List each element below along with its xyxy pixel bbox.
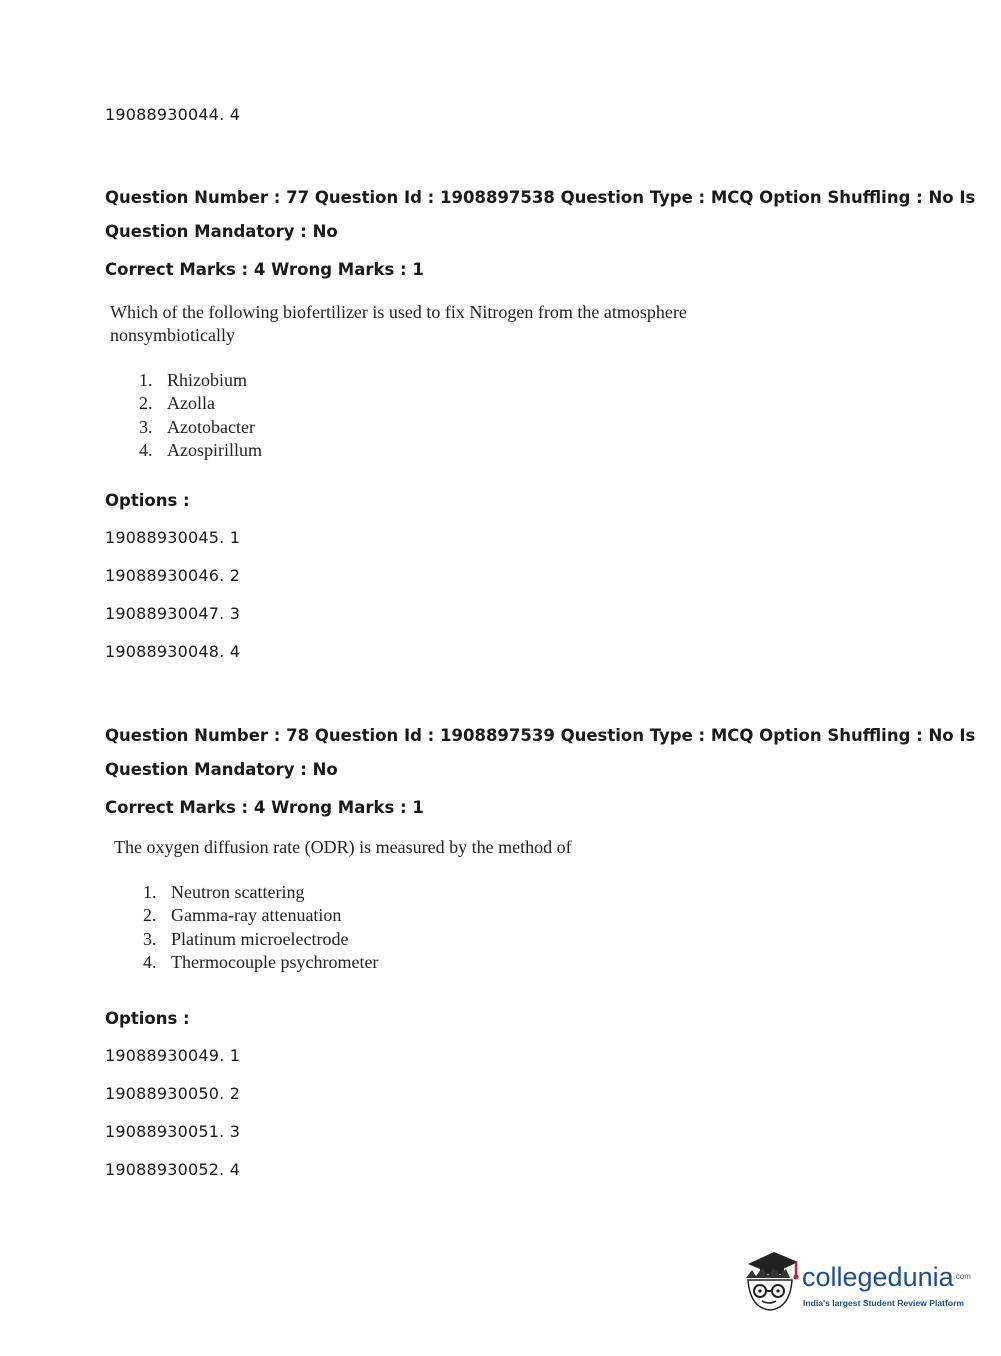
question-text [110,301,687,347]
question-header: Question Number : 77 Question Id : 1908897538 Question Type : MCQ Option Shuffling : No Is [105,188,976,207]
option-line: 19088930050. 2 [105,1084,241,1103]
choice-item: 4. Azospirillum [139,439,262,460]
question-mandatory: Question Mandatory : No [105,222,338,241]
collegedunia-logo [740,1248,975,1320]
choice-item: 1. Neutron scattering [143,882,305,902]
question-marks: Correct Marks : 4 Wrong Marks : 1 [105,260,424,279]
question-text-line: Which of the following biofertilizer is used to fix Nitrogen from the atmosphere [110,302,687,322]
options-label: Options : [105,1009,190,1028]
choice-item: 4. Thermocouple psychrometer [143,951,379,972]
choice-item: 2. Azolla [139,393,215,414]
question-text-line: nonsymbiotically [110,325,235,345]
logo-suffix: .com [953,1272,971,1281]
logo-name: collegedunia [802,1262,954,1292]
option-line: 19088930046. 2 [105,566,241,585]
choice-item: 3. Azotobacter [139,416,255,437]
question-marks: Correct Marks : 4 Wrong Marks : 1 [105,798,424,817]
option-line: 19088930051. 3 [105,1122,241,1141]
mascot-icon [740,1248,802,1318]
question-text-line: The oxygen diffusion rate (ODR) is measured by the method of [114,837,572,857]
option-line: 19088930049. 1 [105,1046,241,1065]
option-line: 19088930052. 4 [105,1160,241,1179]
option-line: 19088930045. 1 [105,528,241,547]
options-label: Options : [105,491,190,510]
choice-list [139,369,262,462]
logo-wordmark [802,1262,971,1292]
option-line: 19088930047. 3 [105,604,241,623]
choice-item: 2. Gamma-ray attenuation [143,905,342,926]
question-mandatory: Question Mandatory : No [105,760,338,779]
question-text [114,836,572,859]
choice-item: 1. Rhizobium [139,370,247,390]
choice-item: 3. Platinum microelectrode [143,928,349,949]
logo-tagline: India's largest Student Review Platform [803,1298,965,1308]
option-line: 19088930048. 4 [105,642,241,661]
question-header: Question Number : 78 Question Id : 1908897539 Question Type : MCQ Option Shuffling : No Is [105,726,976,745]
option-line: 19088930044. 4 [105,105,241,124]
choice-list [143,881,378,974]
